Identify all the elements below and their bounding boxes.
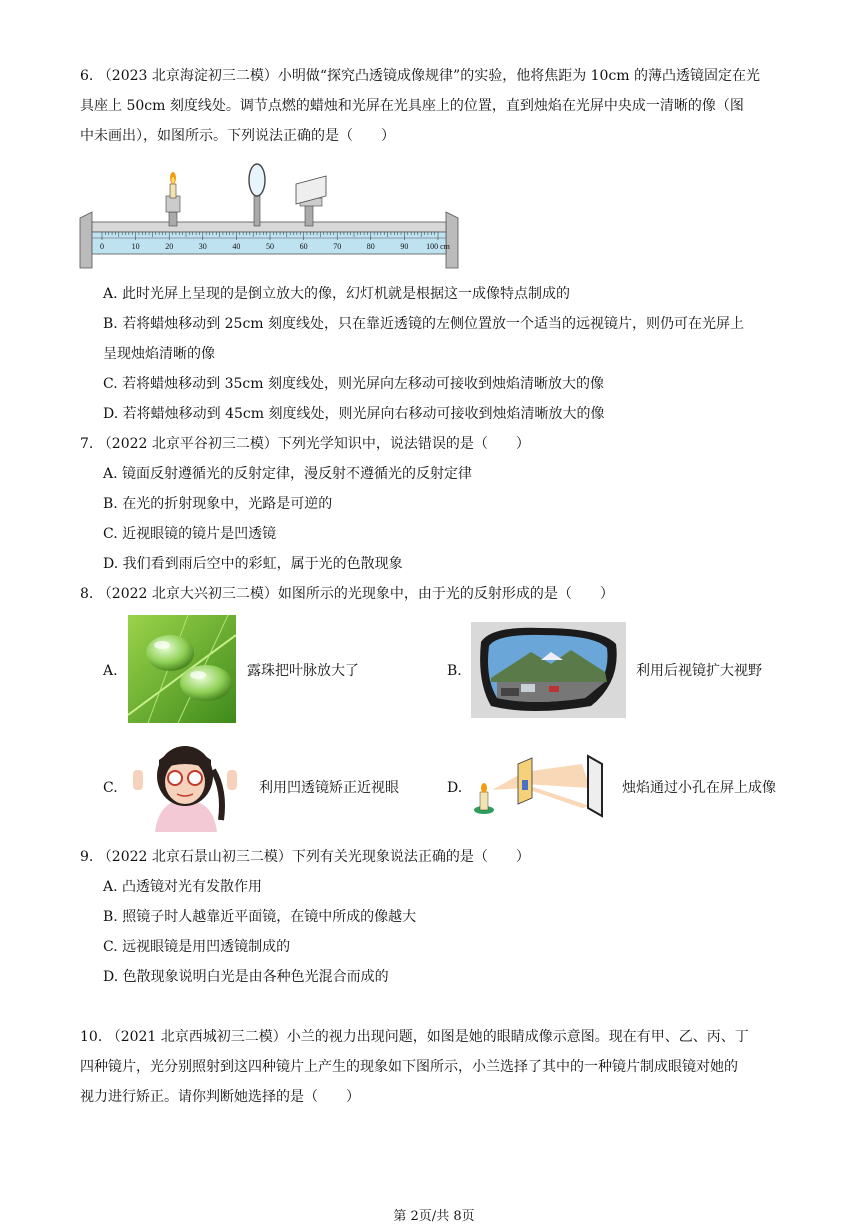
pinhole-camera-image [470,752,612,818]
q8-choice-b-caption: 利用后视镜扩大视野 [636,663,762,679]
q9-stem: 9. （2022 北京石景山初三二模）下列有关光现象说法正确的是（ ） [80,849,530,865]
bench-tick-label: 70 [333,242,342,251]
q8-stem: 8. （2022 北京大兴初三二模）如图所示的光现象中，由于光的反射形成的是（ ） [80,586,614,602]
q8-choice-d-letter: D. [447,780,463,796]
q8-choice-c-caption: 利用凹透镜矫正近视眼 [259,780,399,796]
q7-option-d: D. 我们看到雨后空中的彩虹，属于光的色散现象 [103,556,403,572]
q9-option-b: B. 照镜子时人越靠近平面镜，在镜中所成的像越大 [103,909,417,925]
q6-stem-line3: 中未画出），如图所示。下列说法正确的是（ ） [80,128,395,144]
q6-option-b-cont: 呈现烛焰清晰的像 [103,346,215,362]
bench-tick-label: 50 [266,242,274,251]
q6-option-b: B. 若将蜡烛移动到 25cm 刻度线处，只在靠近透镜的左侧位置放一个适当的远视镜片，则仍可在光屏上 [103,316,745,332]
bench-tick-label: 80 [366,242,375,251]
q8-choice-d-caption: 烛焰通过小孔在屏上成像 [622,780,776,796]
q7-option-b: B. 在光的折射现象中，光路是可逆的 [103,496,333,512]
girl-glasses-image [125,740,247,832]
q6-option-a: A. 此时光屏上呈现的是倒立放大的像，幻灯机就是根据这一成像特点制成的 [103,286,571,302]
q7-stem: 7. （2022 北京平谷初三二模）下列光学知识中，说法错误的是（ ） [80,436,530,452]
bench-tick-label: 100 cm [426,242,450,251]
q10-stem-line2: 四种镜片，光分别照射到这四种镜片上产生的现象如下图所示，小兰选择了其中的一种镜片制成眼镜对她的 [80,1059,738,1075]
bench-tick-label: 60 [299,242,308,251]
q9-option-a: A. 凸透镜对光有发散作用 [103,879,263,895]
q6-option-d: D. 若将蜡烛移动到 45cm 刻度线处，则光屏向右移动可接收到烛焰清晰放大的像 [103,406,605,422]
q8-choice-c-letter: C. [103,780,118,796]
bench-tick-label: 90 [400,242,409,251]
bench-tick-label: 20 [165,242,174,251]
bench-tick-label: 30 [198,242,207,251]
q9-option-c: C. 远视眼镜是用凹透镜制成的 [103,939,291,955]
page-footer: 第 2页/共 8页 [393,1209,475,1224]
optical-bench-figure [78,160,463,272]
bench-tick-label: 0 [100,242,104,251]
q6-stem-line1: 6. （2023 北京海淀初三二模）小明做“探究凸透镜成像规律”的实验，他将焦距为 10cm 的薄凸透镜固定在光 [80,68,761,84]
q10-stem-line3: 视力进行矫正。请你判断她选择的是（ ） [80,1089,360,1105]
q7-option-c: C. 近视眼镜的镜片是凹透镜 [103,526,277,542]
q8-choice-a-letter: A. [103,663,118,679]
dewdrop-leaf-image [128,615,236,723]
q7-option-a: A. 镜面反射遵循光的反射定律，漫反射不遵循光的反射定律 [103,466,473,482]
q9-option-d: D. 色散现象说明白光是由各种色光混合而成的 [103,969,389,985]
q6-stem-line2: 具座上 50cm 刻度线处。调节点燃的蜡烛和光屏在光具座上的位置，直到烛焰在光屏中央成一清晰的像（图 [80,98,744,114]
bench-tick-label: 10 [131,242,140,251]
q8-choice-a-caption: 露珠把叶脉放大了 [247,663,359,679]
q6-option-c: C. 若将蜡烛移动到 35cm 刻度线处，则光屏向左移动可接收到烛焰清晰放大的像 [103,376,604,392]
bench-tick-label: 40 [232,242,241,251]
q10-stem-line1: 10. （2021 北京西城初三二模）小兰的视力出现问题，如图是她的眼睛成像示意图。现在有甲、乙、丙、丁 [80,1029,749,1045]
rearview-mirror-image [471,622,626,718]
q8-choice-b-letter: B. [447,663,462,679]
